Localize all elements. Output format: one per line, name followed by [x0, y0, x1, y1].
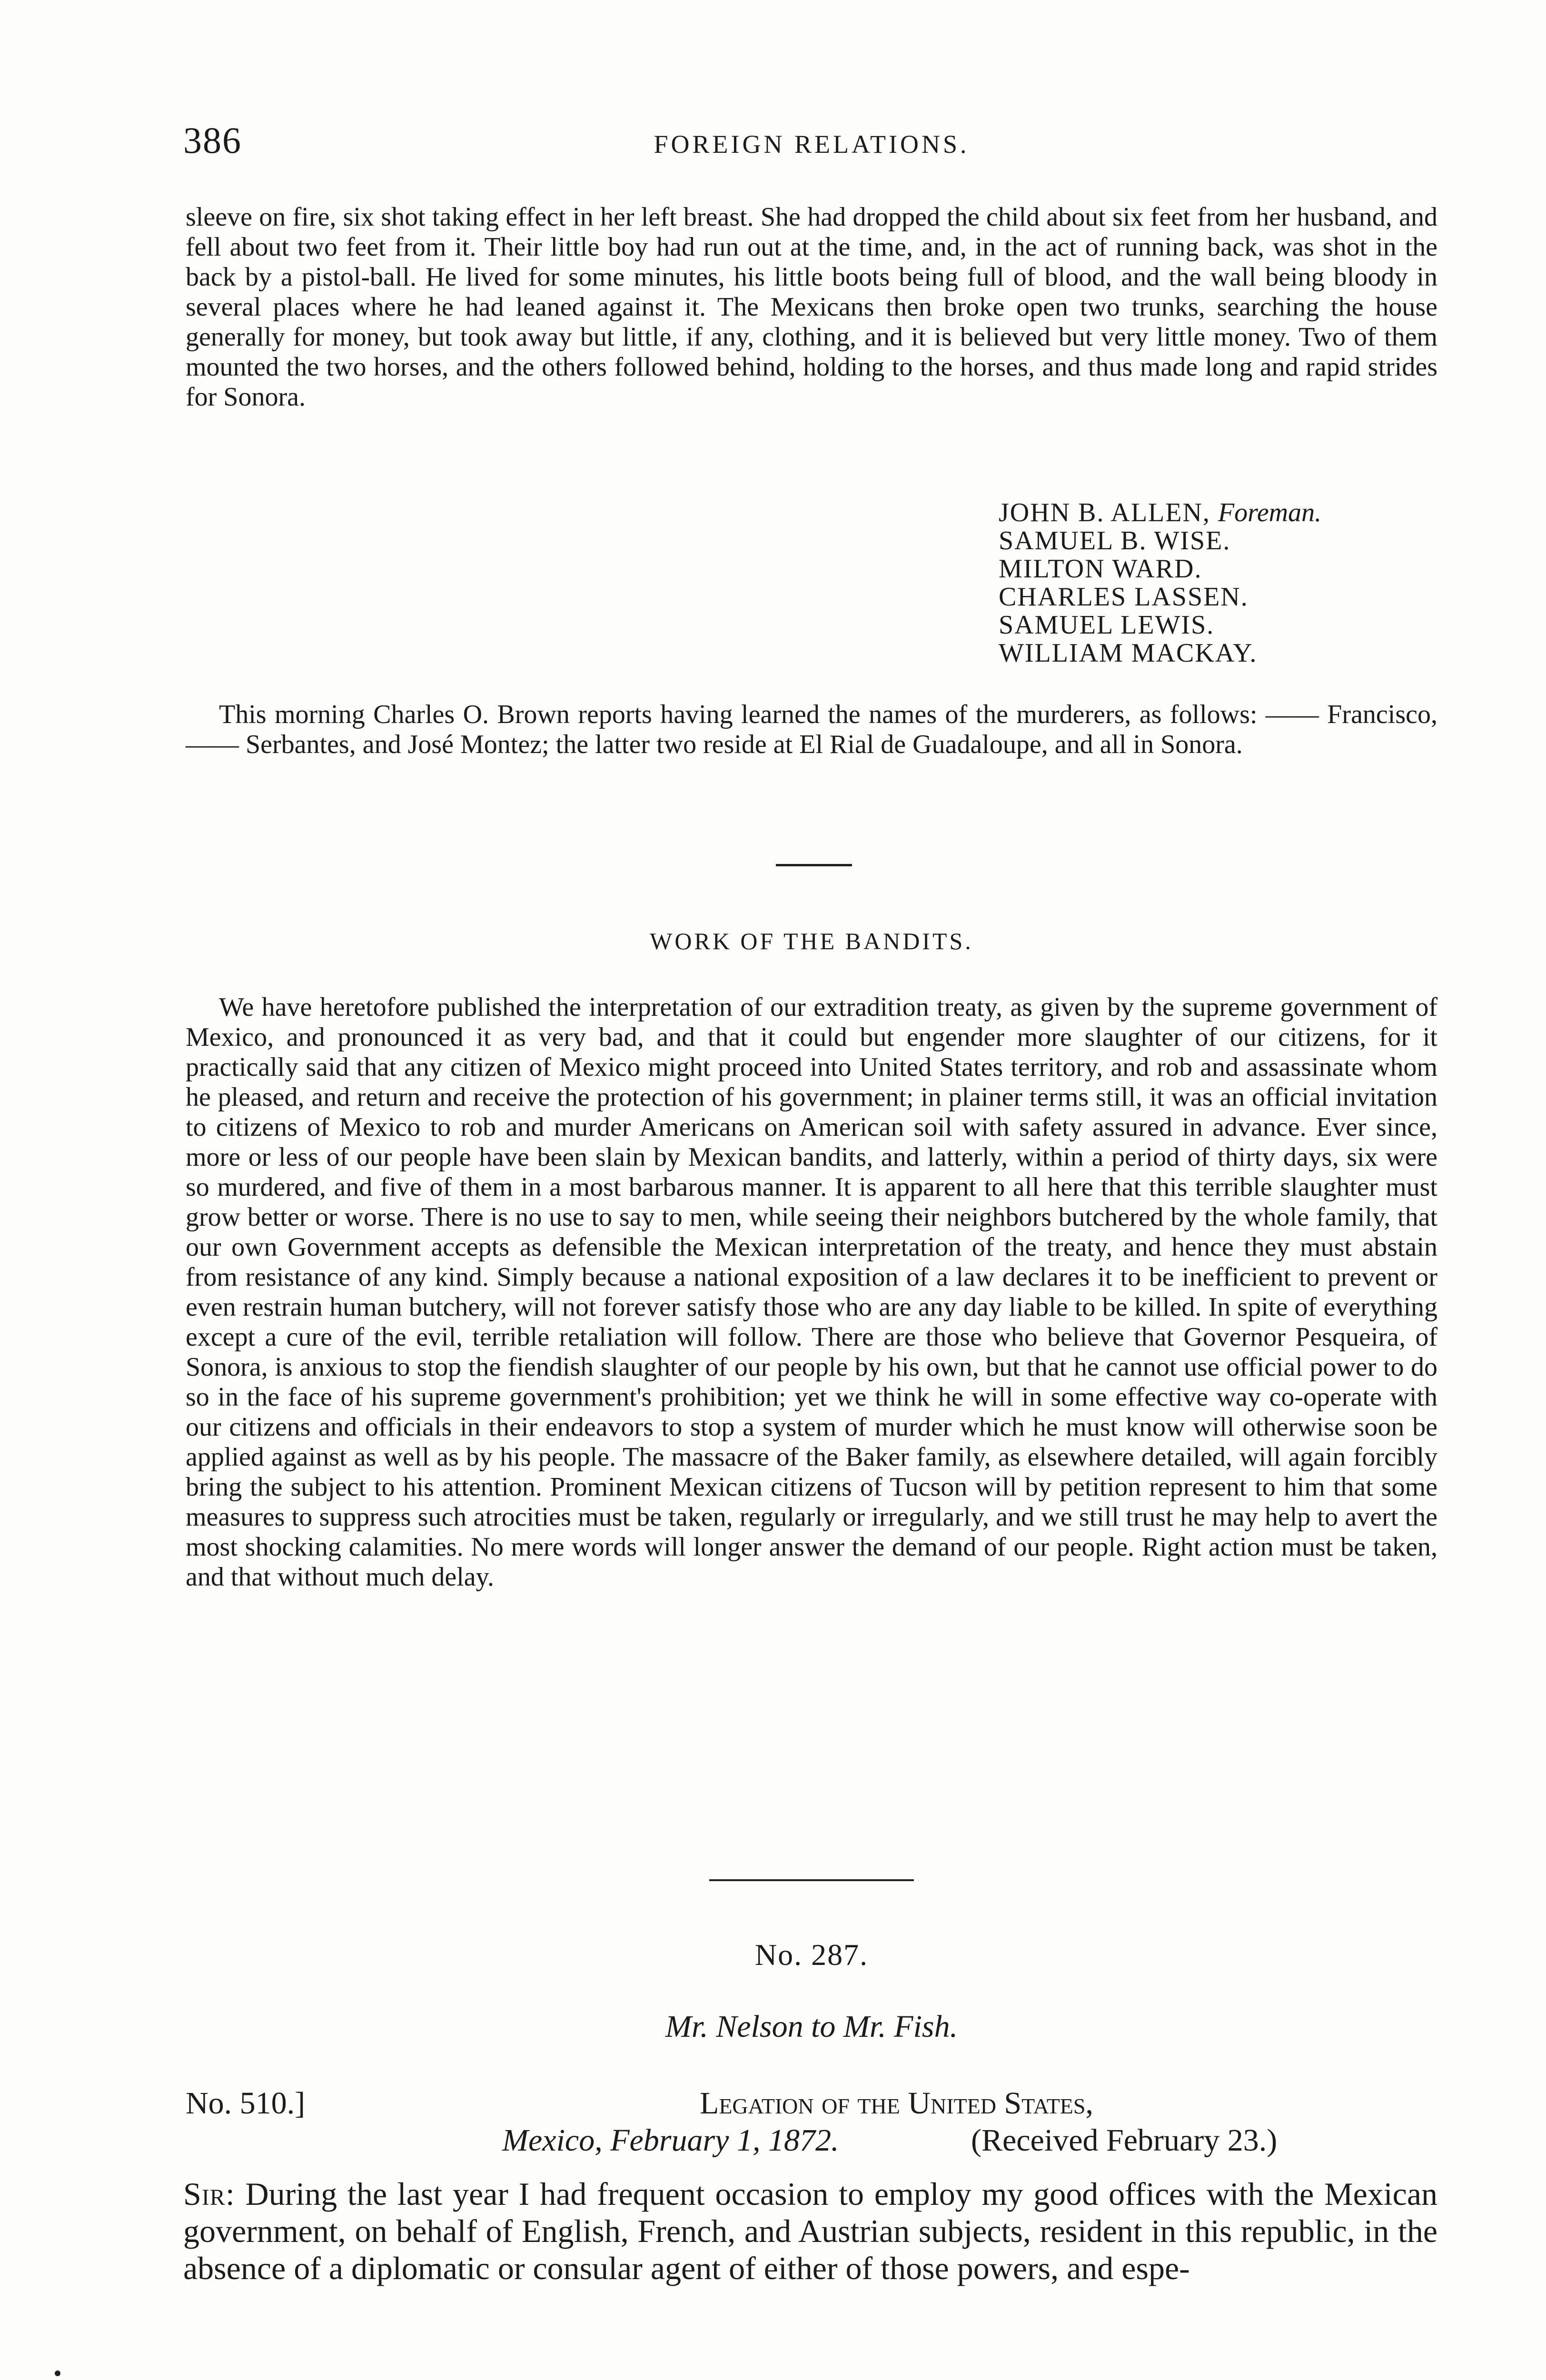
signature-name: SAMUEL B. WISE.	[999, 526, 1231, 555]
signature-name: MILTON WARD.	[999, 554, 1202, 584]
signature-line-2	[999, 527, 1321, 555]
postscript-paragraph: This morning Charles O. Brown reports having learned the names of the murderers, as follows: —— Francisco, —— Serbantes, and José Montez; the latter two reside at El Rial de Guadaloupe, and all in Sonora.	[186, 700, 1437, 759]
document-subtitle: Mr. Nelson to Mr. Fish.	[665, 2009, 958, 2044]
letter-body-text: During the last year I had frequent occasion to employ my good offices with the Mexican government, on behalf of English, French, and Austrian subjects, resident in this republic, in the absence of a diplomatic or consular agent of either of those powers, and espe-	[183, 2176, 1438, 2286]
running-head: FOREIGN RELATIONS.	[654, 130, 970, 159]
page-header	[183, 119, 1440, 171]
signature-name: SAMUEL LEWIS.	[999, 610, 1215, 640]
document-number: No. 287.	[754, 1938, 869, 1972]
jury-signatures	[999, 499, 1321, 667]
signature-name: WILLIAM MACKAY.	[999, 638, 1258, 668]
continuation-paragraph-block	[186, 202, 1437, 412]
bandits-paragraph: We have heretofore published the interpretation of our extradition treaty, as given by the supreme government of Mexico, and pronounced it as very bad, and that it could but engender more slaughter of our citizens, for it practically said that any citizen of Mexico might proceed into United States territory, and rob and assassinate whom he pleased, and return and receive the protection of his government; in plainer terms still, it was an official invitation to citizens of Mexico to rob and murder Americans on American soil with safety assured in advance. Ever since, more or less of our people have been slain by Mexican bandits, and latterly, within a period of thirty days, six were so murdered, and five of them in a most barbarous manner. It is apparent to all here that this terrible slaughter must grow better or worse. There is no use to say to men, while seeing their neighbors butchered by the whole family, that our own Government accepts as defensible the Mexican interpretation of the treaty, and hence they must abstain from resistance of any kind. Simply because a national exposition of a law declares it to be inefficient to prevent or even restrain human butchery, will not forever satisfy those who are any day liable to be killed. In spite of everything except a cure of the evil, terrible retaliation will follow. There are those who believe that Governor Pesqueira, of Sonora, is anxious to stop the fiendish slaughter of our people by his own, but that he cannot use official power to do so in the face of his supreme government's prohibition; yet we think he will in some effective way co-operate with our citizens and officials in their endeavors to stop a system of murder which he must know will otherwise soon be applied against as well as by his people. The massacre of the Baker family, as elsewhere detailed, will again forcibly bring the subject to his attention. Prominent Mexican citizens of Tucson will by petition represent to him that some measures to suppress such atrocities must be taken, regularly or irregularly, and we still trust he may help to avert the most shocking calamities. No mere words will longer answer the demand of our people. Right action must be taken, and that without much delay.	[186, 992, 1437, 1592]
date-line	[186, 2122, 1437, 2159]
signature-role: Foreman.	[1218, 498, 1322, 527]
letter-heading	[186, 2085, 1437, 2159]
document-divider	[709, 1879, 914, 1881]
letter-body-block	[183, 2175, 1437, 2287]
dispatch-line	[186, 2085, 1437, 2122]
print-speck	[55, 2370, 60, 2376]
salutation: Sir:	[183, 2176, 235, 2212]
page-number: 386	[183, 119, 242, 161]
received-date: (Received February 23.)	[971, 2123, 1278, 2158]
signature-line-5	[999, 611, 1321, 639]
postscript-block	[186, 700, 1437, 760]
continuation-paragraph: sleeve on fire, six shot taking effect in her left breast. She had dropped the child about six feet from her husband, and fell about two feet from it. Their little boy had run out at the time, and, in the act of running back, was shot in the back by a pistol-ball. He lived for some minutes, his little boots being full of blood, and the wall being bloody in several places where he had leaned against it. The Mexicans then broke open two trunks, searching the house generally for money, but took away but little, if any, clothing, and it is believed but very little money. Two of them mounted the two horses, and the others followed behind, holding to the horses, and thus made long and rapid strides for Sonora.	[186, 202, 1437, 412]
dispatch-number: No. 510.]	[186, 2086, 306, 2121]
legation-heading: Legation of the United States,	[700, 2086, 1093, 2121]
section-title: WORK OF THE BANDITS.	[650, 928, 973, 954]
section-divider	[776, 864, 852, 866]
place-date: Mexico, February 1, 1872.	[502, 2123, 839, 2158]
signature-line-6	[999, 639, 1321, 667]
signature-line-3	[999, 555, 1321, 583]
letter-body	[183, 2175, 1437, 2287]
bandits-paragraph-block	[186, 992, 1437, 1592]
signature-line-1	[999, 499, 1321, 527]
signature-name: JOHN B. ALLEN,	[999, 498, 1210, 527]
signature-name: CHARLES LASSEN.	[999, 582, 1249, 612]
signature-line-4	[999, 583, 1321, 611]
